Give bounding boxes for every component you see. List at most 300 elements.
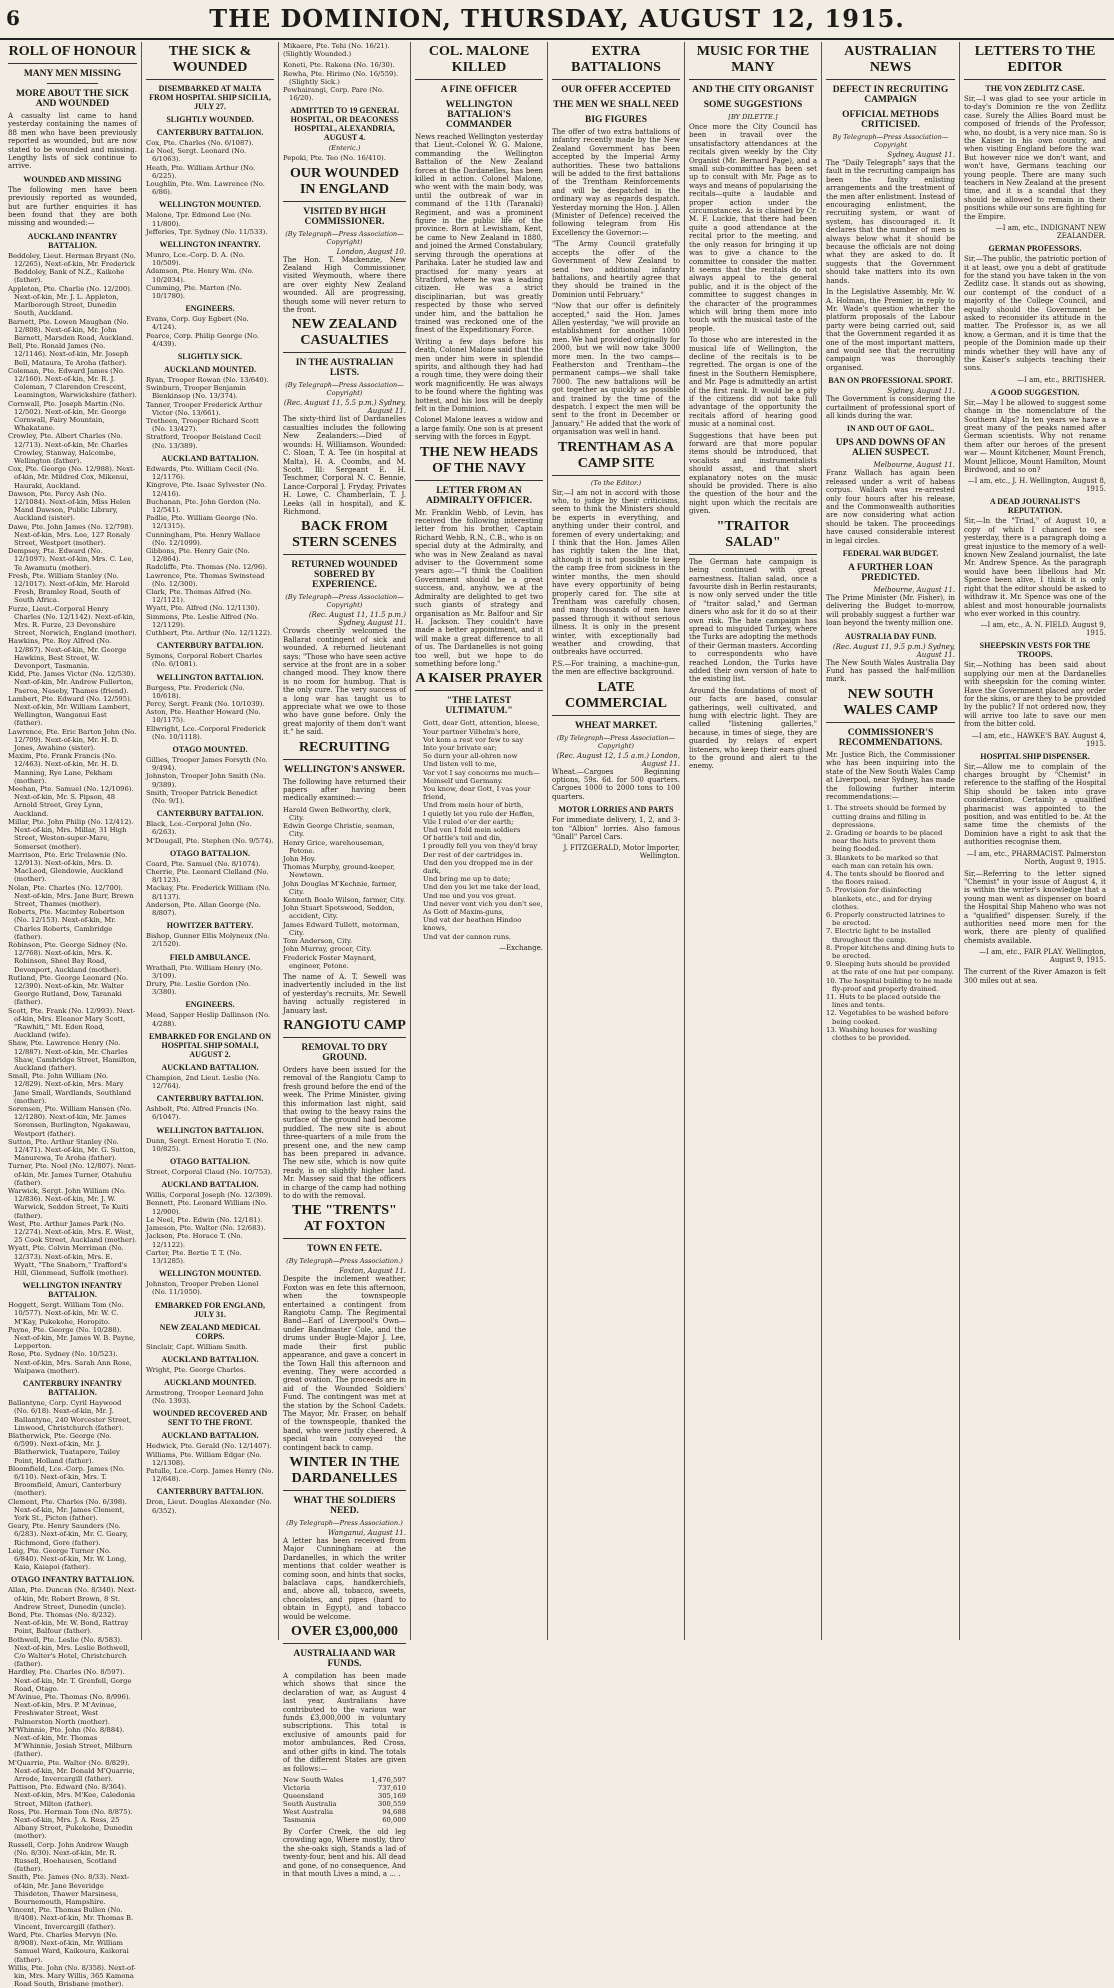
recommendation-entry: 11. Huts to be placed outside the lines and tents.	[826, 992, 941, 1010]
casualty-entry: Sorensen, Pte. William Hansen (No. 12/1280). Next-of-kin, Mr. James Sorensen, Burlington, Ngakawau, Westport (father).	[8, 1105, 132, 1138]
maori-list-intro: Mikaere, Pte. Tehi (No. 16/21). (Slightly Wounded.)	[283, 42, 390, 59]
battalions-body: The offer of two extra battalions of infantry recently made by the New Zealand Government has been accepted by the Imperial Army authorities. These two battalions will be added to the first battalions of the Trentham Reinforcements and will be despatched in the ordinary way as regards despatch. Yesterday morning the Hon. J. Allen (Minister of Defence) received the following telegram from His Excellency the Governor:—	[552, 128, 680, 237]
music-byline: [BY DILETTE.]	[728, 113, 778, 121]
budget-body: The Prime Minister (Mr. Fisher), in delivering the Budget to-morrow, will probably suggest a further war loan beyond the twenty million one.	[826, 594, 955, 628]
navy-sub: LETTER FROM AN ADMIRALTY OFFICER.	[426, 485, 532, 506]
soldier-entry: Heath, Pte. William Arthur (No. 6/225).	[146, 163, 256, 180]
soldier-entry: Dron, Lieut. Douglas Alexander (No. 6/352).	[146, 1498, 272, 1515]
casualty-list	[8, 252, 137, 1277]
admitted-list	[283, 154, 406, 162]
poem-line: Of battle's toil and din,	[423, 834, 503, 843]
wheat-sub: WHEAT MARKET.	[574, 720, 658, 731]
australia-day-body: The New South Wales Australia Day Fund has passed the half-million mark.	[826, 658, 955, 684]
casualty-entry: Ward, Pte. Charles Mervyn (No. 8/908). Next-of-kin, Mr. William Samuel Ward, Kaikoura, Kaikorai (father).	[8, 1930, 129, 1964]
unit-heading: AUCKLAND BATTALION.	[161, 1062, 259, 1072]
casualties-byline: (By Telegraph—Press Association—Copyright)	[285, 381, 404, 398]
casualty-entry: Dempsey, Pte. Edward (No. 12/1097). Next-of-kin, Mrs. C. Lee, Te Awamutu (mother).	[8, 547, 134, 572]
unit-heading: OTAGO MOUNTED.	[172, 744, 248, 754]
budget-heading: FEDERAL WAR BUDGET.	[842, 549, 939, 559]
state-name: South Australia	[283, 1799, 337, 1808]
australian-byline: By Telegraph—Press Association—Copyright	[832, 133, 949, 149]
casualty-entry: Dawe, Pte. John James (No. 12/798). Next-of-kin, Mrs. Lee, 127 Ronaly Street, Westport (mother).	[8, 522, 134, 547]
war-funds-row	[283, 1792, 406, 1800]
unit-heading: AUCKLAND BATTALION.	[161, 1180, 259, 1190]
letter-2-heading: GERMAN PROFESSORS.	[988, 244, 1082, 254]
soldier-entry: Johnston, Trooper John Smith (No. 9/389).	[146, 772, 266, 789]
war-funds-row	[283, 1816, 406, 1824]
recommendation-entry: 5. Provision for disinfecting blankets, etc., and for drying clothes.	[826, 886, 932, 911]
letters-heading: LETTERS TO THE EDITOR	[964, 44, 1106, 80]
soldier-entry: Ellwright, Lce.-Corporal Frederick (No. 10/1118).	[146, 724, 266, 741]
poem-line: Und vat der cannon runs.	[423, 932, 512, 941]
letter-5-heading: SHEEPSKIN VESTS FOR THE TROOPS.	[979, 641, 1091, 660]
casualty-entry: Beddoley, Lieut. Herman Bryant (No. 12/265), Next-of-kin, Mr. Frederick Beddoley, Bank of N.Z., Kaikohe (father).	[8, 251, 136, 285]
letter-2-body: Sir,—The public, the patriotic portion of it at least, owe you a debt of gratitude for the stand you have taken in the von Zedlitz case. It stands out as showing, our contempt of the conduct of a majority of the College Council, and equally should the Government be asked to reconsider its attitude in the matter. The Professor is, as we all know, a German, and it is time that the people of the Dominion made up their minds whether they will have any of the Kaiser's subjects teaching their sons.	[964, 255, 1106, 373]
australian-body: The "Daily Telegraph" says that the fault in the recruiting campaign has been the faulty enlisting arrangements and the treatment of the men after enlistment. Instead of encouraging enlistment, the recruiting system, or want of system, has discouraged it. It declares that the number of men is always below what it should be because the officials are not doing what they are asked to do. It suggests that the Government should take matters into its own hands.	[826, 159, 955, 285]
navy-body: Mr. Franklin Webb, of Levin, has received the following interesting letter from his brother, Captain Richard Webb, R.N., C.B., who is on special duty at the Admiralty, and who was in New Zealand as naval adviser to the Government some years ago:—"I think the Coalition Government should be a great success, and, anyhow, we at the Admiralty are delighted to get two such giants of strategy and organisation as Mr. Balfour and Sir H. Jackson. They couldn't have made a better appointment, and it will make a great difference to all of us. The Dardanelles is not going too well, but we hope to do something before long."	[415, 508, 543, 668]
soldier-entry: Patullo, Lce.-Corp. James Henry (No. 12/648).	[146, 1466, 274, 1484]
winter-date: Wanganui, August 11.	[328, 1528, 406, 1537]
unit-heading: HOWITZER BATTERY.	[166, 921, 254, 931]
state-name: Tasmania	[283, 1815, 316, 1824]
soldier-entry: Tretheen, Trooper Richard Scott (No. 13/427).	[146, 417, 259, 434]
wounded-england-byline: (By Telegraph—Press Association—Copyright)	[285, 229, 404, 246]
wounded-missing-heading: WOUNDED AND MISSING	[23, 174, 122, 184]
soldier-entry: Lawrence, Pte. Thomas Swinstead (No. 12/300).	[146, 571, 265, 588]
battalions-sub-1: OUR OFFER ACCEPTED	[561, 85, 671, 95]
unit-heading: OTAGO BATTALION.	[169, 848, 250, 858]
recommendation-entry: 3. Blankets to be marked so that each man can retain his own.	[826, 853, 939, 870]
poem-line: Meinself und Germany.	[423, 776, 503, 785]
wheat-body: Wheat.—Cargoes Beginning options, 59s. 6d. for 500 quarters. Cargoes 1000 to 2000 tons to 100 quarters.	[552, 767, 680, 801]
recruit-entry: Henry Grice, warehouseman, Petone.	[283, 838, 385, 855]
soldier-list	[146, 964, 274, 997]
soldier-list	[146, 1442, 274, 1483]
malone-body-2: Writing a few days before his death, Colonel Malone said that the men under him were in splendid spirits, and although they had had a rough time, they were doing their work magnificently. He was always to be found where the fighting was hottest, and his loss will be deeply felt in the Dominion.	[415, 337, 543, 413]
trents-date: Foxton, August 11.	[339, 1267, 406, 1276]
poem-line: Und never vont vich you don't see,	[423, 899, 543, 908]
recruit-entry: Kenneth Boalo Wilson, farmer, City.	[283, 896, 406, 905]
soldier-entry: Gillies, Trooper James Forsyth (No. 9/494).	[146, 755, 268, 773]
soldier-list	[146, 465, 274, 637]
war-funds-row	[283, 1808, 406, 1816]
letter-3-signature: —I am, etc., J. H. Wellington, August 8, 1915.	[967, 477, 1106, 494]
trents-sub: TOWN EN FETE.	[306, 1244, 383, 1255]
soldier-entry: Symons, Corporal Robert Charles (No. 6/1081).	[146, 652, 263, 669]
unit-heading: AUCKLAND MOUNTED.	[164, 365, 256, 375]
soldier-entry: Mackay, Pte. Frederick William (No. 8/1137).	[146, 884, 271, 901]
trents-body: Despite the inclement weather, Foxton was en fete this afternoon, when the townspeople entertained a contingent from Rangiotu Camp. The Regimental Band—Earl of Liverpool's Own—under Bandmaster Cole, and the drums under Bugle-Major J. Lee, made their first public appearance, and gave a concert in the Town Hall this afternoon and evening. They were accorded a great ovation. The proceeds are in aid of the Wounded Soldiers' Fund. The contingent was met at the station by the School Cadets. The Mayor, Mr. Fraser, on behalf of the townspeople, thanked the band, who were justly cheered. A special train conveyed the contingent back to camp.	[283, 1275, 406, 1452]
divider	[47, 83, 99, 84]
column-roll-of-honour	[4, 42, 142, 1988]
casualty-entry: Bell, Pte. Ronald James (No. 12/1146). Next-of-kin, Mr. Joseph Bell, Mataura, Te Aroha (father).	[8, 342, 129, 367]
recruit-list	[283, 806, 406, 970]
casualty-entry: Blatherwick, Pte. George (No. 6/599). Next-of-kin, Mr. J. Blatherwick, Tuatapere, Tailey Point, Holland (father).	[8, 1431, 120, 1465]
unit-heading: CANTERBURY BATTALION.	[156, 809, 264, 819]
soldier-list	[146, 139, 274, 196]
recruit-entry: James Edward Tullett, motorman, City.	[283, 920, 400, 937]
letter-1-body: Sir,—I was glad to see your article in to-day's Dominion re the von Zedlitz case. Surely the Allies Board must be composed of friends of the Professor, who, no doubt, is a very nice man. So is the Kaiser in his own country, and when visiting England before the war. But however nice we don't want, and won't have, Germans teaching our young people. There are many such teachers in New Zealand at the present time, and it is a scandal that they should be allowed to remain in their positions while our sons are fighting for the Empire.	[964, 95, 1106, 221]
soldier-list	[146, 1366, 274, 1374]
war-funds-row	[283, 1784, 406, 1792]
soldier-entry: Evans, Corp. Guy Egbert (No. 4/124).	[146, 315, 249, 332]
amazon-note: The current of the River Amazon is felt 300 miles out at sea.	[964, 968, 1106, 985]
soldier-entry: Dunn, Sergt. Ernest Horatio T. (No. 10/825).	[146, 1136, 269, 1153]
poem-line: Vor vot I say concerns me much—	[423, 768, 540, 777]
england-groups	[146, 1323, 274, 1406]
soldier-entry: Burgess, Pte. Frederick (No. 10/618).	[146, 683, 245, 700]
soldier-entry: Bennett, Pte. Leonard William (No. 12/900).	[146, 1199, 267, 1216]
soldier-entry: Jackson, Pte. Horace T. (No. 12/1122).	[146, 1232, 243, 1249]
battalion-heading: CANTERBURY INFANTRY BATTALION.	[22, 1379, 123, 1398]
soldier-entry: Pepoki, Pte. Teo (No. 16/410).	[283, 154, 386, 163]
australian-body-2: In the Legislative Assembly, Mr. W. A. Holman, the Premier, in reply to Mr. Wade's question whether the platform proposals of the Labour party were being carried out, said that the Government regarded it as one of the most important matters, and would see that the recruiting campaign was thoroughly organised.	[826, 288, 955, 372]
soldier-list	[146, 932, 274, 948]
malone-heading: COL. MALONE KILLED	[415, 44, 543, 80]
unit-heading: WELLINGTON MOUNTED.	[158, 200, 262, 210]
recommendation-entry: 7. Electric light to be installed throughout the camp.	[826, 927, 931, 944]
wounded-england-body: The Hon. T. Mackenzie, New Zealand High Commissioner, visited Weymouth, where there are over eighty New Zealand wounded. All are progressing, though some will never return to the front.	[283, 255, 406, 315]
newspaper-title: THE DOMINION, THURSDAY, AUGUST 12, 1915.	[209, 4, 905, 33]
letter-4-signature: —I am, etc., A. N. FIELD. August 9, 1915.	[980, 621, 1106, 638]
state-name: Queensland	[283, 1791, 324, 1800]
masthead	[0, 0, 1114, 40]
casualty-entry: Robinson, Pte. George Sidney (No. 12/768). Next-of-kin, Mrs. K. Robinson, Sheel Bay Road, Devonport, Auckland (mother).	[8, 940, 128, 974]
motor-ad-signature: J. FITZGERALD, Motor Importer, Wellington.	[563, 844, 680, 861]
wheat-byline: (By Telegraph—Press Association—Copyright)	[556, 733, 676, 750]
battalions-heading: EXTRA BATTALIONS	[552, 44, 680, 80]
poem-line: Und ven I fold mein soldiers	[423, 825, 521, 834]
letter-5-body: Sir,—Nothing has been said about supplying our men at the Dardanelles with sheepskin for the coming winter. Have the Government placed any order for the skins, or are they to be provided by the public? If not ordered now, they will arrive too late to save our men from the bitter cold.	[964, 661, 1106, 729]
soldier-list	[146, 1280, 274, 1296]
kaiser-sub: "THE LATEST ULTIMATUM."	[445, 696, 513, 717]
gaol-date: Melbourne, August 11.	[873, 461, 955, 470]
soldier-entry: Tanner, Trooper Frederick Arthur Victor (No. 13/661).	[146, 400, 263, 417]
soldier-list	[146, 820, 274, 845]
official-methods-sub: OFFICIAL METHODS CRITICISED.	[842, 110, 939, 130]
poem-line: Vile I ruled o'er der earth;	[423, 817, 514, 826]
trents-byline: (By Telegraph—Press Association.)	[286, 1257, 403, 1266]
casualty-list	[8, 1399, 137, 1571]
recruit-entry: Harold Gwen Bellworthy, clerk, City.	[283, 805, 392, 823]
soldier-entry: Williams, Pte. William Edgar (No. 12/1308).	[146, 1450, 262, 1467]
letter-5-signature: —I am, etc., HAWKE'S BAY. August 4, 1915.	[971, 731, 1106, 748]
poem-line: Und den you dropped me in der dark,	[423, 858, 533, 875]
soldier-list	[146, 684, 274, 741]
unit-heading: CANTERBURY BATTALION.	[156, 1094, 264, 1104]
malone-body: News reached Wellington yesterday that Lieut.-Colonel W. G. Malone, commanding the Wellington Battalion of the New Zealand forces at the Dardanelles, has been killed in action. Colonel Malone, who went with the main body, was until the outbreak of war in command of the 11th (Taranaki) Regiment, and was a prominent figure in the public life of the province. Born at Lewisham, Kent, he came to New Zealand in 1880, and joined the Armed Constabulary, serving through the operations at Parihaka. Later he studied law and practised for many years at Stratford, where he was a leading citizen. He was a strict disciplinarian, but was greatly respected by those who served under him, and the battalion he trained was reckoned one of the finest of the Expeditionary Force.	[415, 133, 543, 335]
soldier-entry: Padlie, Pte. William George (No. 12/1315).	[146, 514, 258, 531]
unit-heading: AUCKLAND BATTALION.	[161, 453, 259, 463]
soldier-entry: Carter, Pte. Bertie T. T. (No. 13/1285).	[146, 1248, 242, 1265]
casualty-entry: M'Avinue, Pte. Thomas (No. 8/996). Next-of-kin, Mrs. P. M'Avinue, Freshwater Street, West Palmerston North (mother).	[8, 1693, 131, 1726]
state-amount: 60,000	[382, 1815, 406, 1824]
winter-heading: WINTER IN THE DARDANELLES	[283, 1455, 406, 1491]
soldier-entry: Le Neel, Pte. Edwin (No. 12/181).	[146, 1215, 263, 1224]
casualty-entry: Smith, Pte. James (No. 8/33). Next-of-kin, Mr. Jane Beveridge Thisdeton, Thawer Marsiness, Bournemouth, Hampshire.	[8, 1873, 130, 1907]
wheat-date: (Rec. August 12, 1.5 a.m.) London, August 11.	[556, 751, 680, 768]
malta-heading: DISEMBARKED AT MALTA FROM HOSPITAL SHIP SICILIA, JULY 27.	[149, 84, 271, 111]
letter-4-body: Sir,—In the "Triad," of August 10, a copy of which I chanced to see yesterday, there is a paragraph doing a great injustice to the memory of a well-known New Zealand journalist, the late Mr. Andrew Spence. As the paragraph would have been libellous had Mr. Spence been alive, I think it is only right that the editor should be asked to withdraw it. Mr. Spence was one of the ablest and most honourable journalists who ever worked in this country.	[964, 517, 1106, 618]
unit-heading: AUCKLAND BATTALION.	[161, 1431, 259, 1441]
unit-heading: WELLINGTON INFANTRY.	[159, 240, 261, 250]
rangiotu-body: Orders have been issued for the removal of the Rangiotu Camp to fresh ground before the end of the week. The Prime Minister, giving this information last night, said that owing to the heavy rains the surface of the ground had become puddled. The new site is about three-quarters of a mile from the present one, and the new camp has been prepared in advance. The new site, which is now quite ready, is on slightly higher land. Mr. Massey said that the officers in charge of the camp had nothing to do with the removal.	[283, 1065, 406, 1201]
unit-heading: FIELD AMBULANCE.	[169, 952, 251, 962]
roll-of-honour-heading: ROLL OF HONOUR	[8, 44, 137, 64]
state-name: New South Wales	[283, 1775, 344, 1784]
soldier-list	[146, 1011, 274, 1027]
state-amount: 305,169	[377, 1791, 406, 1800]
soldier-list	[146, 1168, 274, 1176]
commercial-heading: LATE COMMERCIAL	[552, 680, 680, 716]
casualty-entry: Bothwell, Pte. Leslie (No. 8/583). Next-of-kin, Mrs. Leslie Bothwell, C/o Walter's Hotel, Christchurch (father).	[8, 1635, 130, 1669]
casualty-entry: Coleman, Pte. Edward James (No. 12/160). Next-of-kin, Mr. R. J. Coleman, 7 Clarendon Crescent, Leamington, Warwickshire (father).	[8, 366, 137, 400]
winter-byline: (By Telegraph—Press Association.)	[286, 1518, 403, 1527]
roll-intro: A casualty list came to hand yesterday containing the names of 88 men who have been previously reported as wounded, but are now stated to be wounded and missing. Lengthy lists of sick continue to arrive.	[8, 112, 137, 171]
state-name: West Australia	[283, 1807, 334, 1816]
recruiting-body-2: The name of A. T. Sewell was inadvertently included in the list of yesterday's recruits, Mr. Sewell having actually registered in January last.	[283, 972, 406, 1015]
letter-1-heading: THE VON ZEDLITZ CASE.	[985, 84, 1085, 93]
soldier-entry: Cunningham, Pte. Henry Wallace (No. 12/1099).	[146, 530, 261, 547]
wounded-england-heading: OUR WOUNDED IN ENGLAND	[283, 166, 406, 202]
recruiting-heading: RECRUITING	[283, 740, 406, 760]
casualty-entry: Appleton, Pte. Charlie (No. 12/200). Next-of-kin, Mr. J. L. Appleton, Marlborough Street, Dunedin South, Auckland.	[8, 284, 133, 318]
trentham-heading: TRENTHAM AS A CAMP SITE	[552, 440, 680, 476]
soldier-list	[146, 1498, 274, 1514]
letter-1-signature: —I am, etc., INDIGNANT NEW ZEALANDER.	[995, 224, 1106, 241]
somali-groups	[146, 1063, 274, 1297]
australian-date: Sydney, August 11.	[887, 151, 955, 159]
casualties-sub: IN THE AUSTRALIAN LISTS.	[295, 358, 394, 379]
state-name: Victoria	[283, 1783, 311, 1792]
stern-scenes-date: (Rec. August 11, 11.5 p.m.) Sydney, August 11.	[308, 611, 406, 628]
column-australian-news	[822, 42, 960, 1640]
traitor-salad-body-2: Around the foundations of most of our facts are based, consular gatherings, well cultivated, and hung with electric light. They are called "listening galleries," because, in times of siege, they are guarded by relays of expert listeners, who keep their ears glued to the ground and alert to the enemy.	[689, 686, 817, 771]
casualty-entry: Shaw, Pte. Lawrence Henry (No. 12/887). Next-of-kin, Mr. Charles Shaw, Cambridge Street, Hamilton, Auckland (father).	[8, 1039, 137, 1072]
soldier-entry: Swinburn, Trooper Benjamin Blenkinsop (No. 13/374).	[146, 384, 247, 401]
poem-line: I quietly let you rule der Heffen,	[423, 809, 535, 818]
recommendation-entry: 8. Proper kitchens and dining huts to be erected.	[826, 943, 955, 960]
stern-scenes-body: Crowds cheerily welcomed the Ballarat contingent of sick and wounded. A returned lieutenant says: "Those who have seen active service at the front are in a sober changed mood. They know there is no room for humbug. That is the only cure. The very success of a long war has taught us to appreciate what we owe to those who have gone before. Only the great majority of them don't want it." he said.	[283, 627, 406, 737]
soldier-entry: M'Dougall, Pte. Stephen (No. 9/574).	[146, 836, 274, 845]
casualty-entry: Small, Pte. John William (No. 12/829). Next-of-kin, Mrs. Mary Jane Small, Wardlands, Southland (mother).	[8, 1072, 132, 1105]
casualty-entry: Hoggett, Sergt. William Tom (No. 10/577). Next-of-kin, Mr. W. C. M'Kay, Pukekohe, Horopito.	[8, 1301, 124, 1326]
soldier-entry: Malone, Tpr. Edmond Lee (No. 11/800).	[146, 211, 252, 228]
casualty-list	[8, 1586, 137, 1988]
recruit-entry: John Murray, grocer, City.	[283, 945, 372, 954]
state-amount: 1,476,597	[371, 1775, 406, 1784]
somali-heading: EMBARKED FOR ENGLAND ON HOSPITAL SHIP SOMALI, AUGUST 2.	[148, 1031, 271, 1059]
casualty-entry: Fresh, Pte. William Stanley (No. 12/1017). Next-of-kin, Mr. Harold Fresh, Bramley Road, South of South Africa.	[8, 571, 130, 605]
letter-6-heading: HOSPITAL SHIP DISPENSER.	[980, 751, 1090, 761]
nsw-camp-recommendations	[826, 804, 955, 1042]
battalions-body-2: "Now that our offer is definitely accepted," said the Hon. James Allen yesterday, "we will provide an establishment for another 1000 men. We had provided originally for 2000, but we will now take 3000 more men. In the two camps—Featherston and Trentham—the permanent camps—we shall take 7000. The new battalions will be got together as quickly as possible and trained by the time of the despatch. I expect the men will be sent to the front in December or January." He added that the work of organisation was well in hand.	[552, 302, 680, 437]
nsw-camp-sub: COMMISSIONER'S RECOMMENDATIONS.	[838, 727, 943, 748]
soldier-entry: Kingrove, Pte. Isaac Sylvester (No. 12/416).	[146, 481, 267, 498]
recovered-heading: WOUNDED RECOVERED AND SENT TO THE FRONT.	[152, 1409, 268, 1428]
soldier-list	[146, 756, 274, 805]
gaol-heading: IN AND OUT OF GAOL.	[846, 424, 935, 434]
recommendation-entry: 12. Vegetables to be washed before being cooked.	[826, 1009, 949, 1026]
war-funds-row	[283, 1800, 406, 1808]
poem-line: You know, dear Gott, I vas your friend,	[423, 784, 531, 802]
battalion-heading: AUCKLAND INFANTRY BATTALION.	[27, 231, 118, 250]
malta-groups	[146, 115, 274, 1028]
sport-ban-heading: BAN ON PROFESSIONAL SPORT.	[828, 376, 953, 386]
sport-ban-body: The Government is considering the curtailment of professional sport of all kinds during the war.	[826, 395, 955, 420]
soldier-list	[146, 251, 274, 300]
casualty-entry: Scott, Pte. Frank (No. 12/993). Next-of-kin, Mrs. Eleanor Mary Scott, "Rawhiti," Mt. Eden Road, Auckland (wife).	[8, 1006, 136, 1040]
letter-6-signature: —I am, etc., PHARMACIST. Palmerston North, August 9, 1915.	[966, 849, 1106, 866]
nsw-camp-heading: NEW SOUTH WALES CAMP	[826, 687, 955, 723]
soldier-entry: Jefferies, Tpr. Sydney (No. 11/533).	[146, 227, 268, 236]
casualty-entry: Lambert, Pte. Edward (No. 12/595). Next-of-kin, Mr. William Lambert, Wellington, Wanganui East (father).	[8, 694, 132, 728]
casualty-entry: Cornwall, Pte. Joseph Martin (No. 12/502). Next-of-kin, Mr. George Cornwall, Fairy Mountain, Whakatane.	[8, 399, 127, 433]
music-sub-2: SOME SUGGESTIONS	[703, 100, 803, 110]
soldier-list	[146, 1074, 274, 1090]
unit-heading: CANTERBURY BATTALION.	[156, 641, 264, 651]
recruit-entry: John Douglas M'Kechnie, farmer, City.	[283, 879, 397, 896]
budget-sub: A FURTHER LOAN PREDICTED.	[848, 563, 933, 584]
soldier-list	[146, 1191, 274, 1265]
malone-sub-1: A FINE OFFICER	[440, 85, 518, 95]
rangiotu-sub: REMOVAL TO DRY GROUND.	[301, 1042, 388, 1063]
casualty-entry: Ross, Pte. Herman Tom (No. 8/875). Next-of-kin, Mrs. J. A. Ross, 25 Albany Street, Pukekohe, Dunedin (mother).	[8, 1807, 133, 1841]
england-heading: EMBARKED FOR ENGLAND, JULY 31.	[154, 1300, 265, 1319]
poem-line: Und bring me up to date;	[423, 875, 511, 884]
soldier-entry: Sinclair, Capt. William Smith.	[146, 1342, 248, 1351]
casualty-entry: Hardley, Pte. Charles (No. 8/597). Next-of-kin, Mr. T. Grenfell, Gorge Road, Otago.	[8, 1668, 132, 1693]
soldier-list	[146, 315, 274, 348]
newspaper-page	[4, 42, 1110, 1988]
recruit-entry: Frederick Foster Maynard, engineer, Petone.	[283, 953, 376, 970]
column-malone	[411, 42, 548, 1640]
soldier-entry: Adamson, Pte. Henry Wm. (No. 10/2034).	[146, 267, 254, 284]
page-number: 6	[6, 6, 20, 30]
wounded-missing-intro: The following men have been previously reported as wounded, but are further enquiries it has been found that they are both missing and wounded:—	[8, 185, 137, 228]
unit-heading: SLIGHTLY SICK.	[177, 352, 243, 362]
unit-heading: SLIGHTLY WOUNDED.	[166, 115, 254, 124]
soldier-entry: Drury, Pte. Leslie Gordon (No. 3/380).	[146, 980, 251, 997]
australia-day-heading: AUSTRALIA DAY FUND.	[844, 631, 937, 641]
casualty-entry: Cox, Pte. George (No. 12/988). Next-of-kin, Mr. Mildred Cox, Mikenui, Hauraki, Auckland.	[8, 465, 136, 490]
casualty-entry: Warwick, Sergt. John William (No. 12/836). Next-of-kin, Mr. J. W. Warwick, Seddon Street, Te Kuiti (father).	[8, 1187, 129, 1220]
casualty-entry: Vincent, Pte. Thomas Bullen (No. 8/408). Next-of-kin, Mr. Thomas B. Vincent, Invercargill (father).	[8, 1906, 134, 1931]
soldier-entry: Rewha, Pte. Hirimo (No. 16/559). (Slightly Sick.)	[283, 69, 399, 86]
soldier-entry: Koneti, Pte. Rakena (No. 16/30).	[283, 61, 395, 70]
soldier-entry: Jameson, Pte. Walter (No. 12/683).	[146, 1224, 266, 1233]
trents-heading: THE "TRENTS" AT FOXTON	[283, 1203, 406, 1239]
poem-line: Gott, dear Gott, attention, bleese,	[423, 719, 540, 728]
casualty-entry: Payne, Pte. George (No. 10/288). Next-of-kin, Mr. James W. B. Payne, Lepperton.	[8, 1325, 136, 1351]
soldier-list	[146, 1389, 274, 1405]
unit-heading: AUCKLAND BATTALION.	[161, 1354, 259, 1364]
column-letters	[960, 42, 1110, 1640]
trentham-postscript: P.S.—For training, a machine-gun, the men are effective background.	[552, 659, 680, 677]
casualty-entry: M'Whinnie, Pte. John (No. 8/884). Next-of-kin, Mr. Thomas M'Whinnie, Josiah Street, Milburn (father).	[8, 1725, 133, 1759]
casualty-entry: Allan, Pte. Duncan (No. 8/340). Next-of-kin, Mr. Robert Brown, 8 St. Andrew Street, Dunedin (uncle).	[8, 1586, 137, 1611]
poem-line: Und me und you vos great.	[423, 891, 517, 900]
soldier-entry: Wyatt, Pte. Alfred (No. 12/1130).	[146, 604, 260, 613]
casualty-entry: Geary, Pte. Henry Saunders (No. 6/283). Next-of-kin, Mr. C. Geary, Richmond, Gore (father).	[8, 1522, 128, 1547]
recommendation-entry: 10. The hospital building to be made fly-proof and properly drained.	[826, 976, 953, 993]
soldier-entry: Stratford, Trooper Beisland Cecil (No. 13/389).	[146, 433, 261, 450]
soldier-entry: Cuthbert, Pte. Arthur (No. 12/1122).	[146, 628, 273, 637]
casualty-entry: Russell, Corp. John Andrew Waugh (No. 8/30). Next-of-kin, Mr. R. Russell, Hoehausen, Scotland (father).	[8, 1840, 129, 1874]
soldier-entry: Johnston, Trooper Preben Lionel (No. 11/1050).	[146, 1280, 259, 1297]
trentham-body: Sir,—I am not in accord with those who, to judge by their criticisms, seem to think the Ministers should be experts in everything, and anything under their control, and foremen of every undertaking; and I think that the Hon. James Allen has rightly taken the line that, although it is not possible to keep the camp free from sickness in the winter months, the men should have every opportunity of being properly cared for. The site at Trentham was carefully chosen, and many thousands of men have passed through it without serious illness. It is only in the present winter, with exceptionally bad weather and crowding, that outbreaks have occurred.	[552, 488, 680, 657]
soldier-entry: Buchanan, Pte. John Gordon (No. 12/541).	[146, 497, 261, 514]
recruit-entry: Tom Anderson, City.	[283, 937, 353, 946]
gaol-sub: UPS AND DOWNS OF AN ALIEN SUSPECT.	[835, 438, 946, 459]
poem-line: Und den you let me take der lead,	[423, 883, 541, 892]
soldier-entry: Ashbolt, Pte. Alfred Francis (No. 6/1047).	[146, 1105, 259, 1122]
australian-news-heading: AUSTRALIAN NEWS	[826, 44, 955, 80]
recommendation-entry: 9. Sleeping huts should be provided at the rate of one hut per company.	[826, 960, 954, 977]
soldier-entry: Pearce, Corp. Philip George (No. 4/439).	[146, 331, 259, 348]
kaiser-signature: —Exchange.	[498, 943, 543, 952]
recommendation-entry: 13. Washing houses for washing clothes to be provided.	[826, 1025, 938, 1042]
soldier-entry: Simmons, Pte. Leslie Alfred (No. 12/1129).	[146, 612, 259, 629]
malone-sub-2: WELLINGTON BATTALION'S COMMANDER	[445, 100, 513, 130]
casualty-entry: Lawrence, Pte. Eric Barton John (No. 12/709). Next-of-kin, Mr. H. D. Jones, Awahino (sister).	[8, 727, 137, 753]
recommendation-entry: 6. Properly constructed latrines to be erected.	[826, 910, 945, 928]
casualty-entry: Bloomfield, Lce.-Corp. James (No. 6/110). Next-of-kin, Mrs. T. Broomfield, Amuri, Canterbury (mother).	[8, 1464, 125, 1498]
state-amount: 737,610	[377, 1783, 406, 1792]
casualty-entry: Hawkins, Pte. Roy Alfred (No. 12/867). Next-of-kin, Mr. George Hawkins, Best Street, W. Devonport, Tasmania.	[8, 637, 127, 671]
war-funds-body: A compilation has been made which shows that since the declaration of war, as August 4 last year, Australians have contributed to the various war funds £3,000,000 in voluntary subscriptions. This total is exclusive of amounts paid for motor ambulances, Red Cross, and other gifts in kind. The totals of the different States are given as follows:—	[283, 1672, 406, 1773]
casualty-entry: Kidd, Pte. James Victor (No. 12/530). Next-of-kin, Mr. Andrew Fullerton, Paeroa, Naseby, Thames (friend).	[8, 670, 136, 695]
malone-body-3: Colonel Malone leaves a widow and a large family. One son is at present serving with the forces in Egypt.	[415, 416, 543, 442]
letter-4-heading: A DEAD JOURNALIST'S REPUTATION.	[989, 497, 1081, 516]
winter-sub: WHAT THE SOLDIERS NEED.	[293, 1495, 396, 1516]
casualty-entry: Sutton, Pte. Arthur Stanley (No. 12/471). Next-of-kin, Mr. G. Sutton, Manurewa, Te Aroha (father).	[8, 1137, 136, 1163]
unit-heading: OTAGO BATTALION.	[169, 1157, 250, 1167]
soldier-entry: Radcliffe, Pte. Thomas (No. 12/96).	[146, 563, 268, 572]
traitor-salad-heading: "TRAITOR SALAD"	[689, 519, 817, 555]
casualty-entry: Barnett, Pte. Lowen Maughan (No. 12/808). Next-of-kin, Mr. John Barnett, Marsden Road, Auckland.	[8, 317, 134, 342]
letter-2-signature: —I am, etc., BRITISHER.	[1017, 375, 1106, 384]
recruit-entry: Edwin George Christie, seaman, City.	[283, 822, 395, 839]
trentham-sub: (To the Editor.)	[590, 478, 642, 487]
admitted-heading: ADMITTED TO 19 GENERAL HOSPITAL, OR DEACONESS HOSPITAL, ALEXANDRIA, AUGUST 4.	[290, 106, 399, 143]
poem-line: Und listen vell to me,	[423, 760, 497, 769]
war-funds-row	[283, 1776, 406, 1784]
column-sick-wounded	[142, 42, 279, 1640]
soldier-entry: Percy, Sergt. Frank (No. 10/1039).	[146, 699, 265, 708]
recovered-groups	[146, 1431, 274, 1514]
soldier-entry: Black, Lce.-Corporal John (No. 6/263).	[146, 820, 252, 837]
nsw-camp-body: Mr. Justice Rich, the Commissioner who has been inquiring into the state of the New South Wales Camp at Liverpool, near Sydney, has made the following further interim recommendations:—	[826, 750, 955, 801]
casualty-entry: Marrison, Pte. Eric Trelawnie (No. 12/913). Next-of-kin, Mrs. D. MacLeod, Glendowie, Auckland (mother).	[8, 850, 128, 884]
casualty-entry: Leig, Pte. George Turner (No. 6/840). Next-of-kin, Mr. W. Long, Kaia, Kaiapoi (father).	[8, 1546, 127, 1572]
column-music	[685, 42, 822, 1640]
poem-line: Der rest of der cartridges in.	[423, 850, 523, 859]
casualty-entry: Maxim, Pte. Frank Francis (No. 12/463). Next-of-kin, Mr. H. D. Manning, Rye Lane, Pekham (mother).	[8, 752, 119, 785]
music-heading: MUSIC FOR THE MANY	[689, 44, 817, 80]
soldier-entry: Smith, Trooper Patrick Benedict (No. 9/1).	[146, 788, 258, 805]
recruit-entry: John Hoy.	[283, 855, 316, 864]
letter-7-signature: —I am, etc., FAIR PLAY. Wellington, August 9, 1915.	[979, 948, 1106, 965]
motor-ad-heading: MOTOR LORRIES AND PARTS	[558, 805, 674, 815]
unit-heading: ENGINEERS.	[185, 1000, 235, 1010]
casualty-entry: Dawson, Pte. Percy Ash (No. 12/1084). Next-of-kin, Miss Helen Mand Dawson, Public Library, Auckland (sister).	[8, 489, 131, 523]
war-funds-table	[283, 1776, 406, 1824]
soldier-entry: Mead, Sapper Heslip Dallinson (No. 4/288).	[146, 1011, 271, 1028]
casualty-entry: Bond, Pte. Thomas (No. 8/232). Next-of-kin, Mr. W. Bond, Rattray Point, Balfour (father).	[8, 1610, 129, 1636]
battalion-heading: WELLINGTON INFANTRY BATTALION.	[22, 1281, 123, 1300]
soldier-entry: Armstrong, Trooper Leonard John (No. 1393).	[146, 1388, 264, 1406]
